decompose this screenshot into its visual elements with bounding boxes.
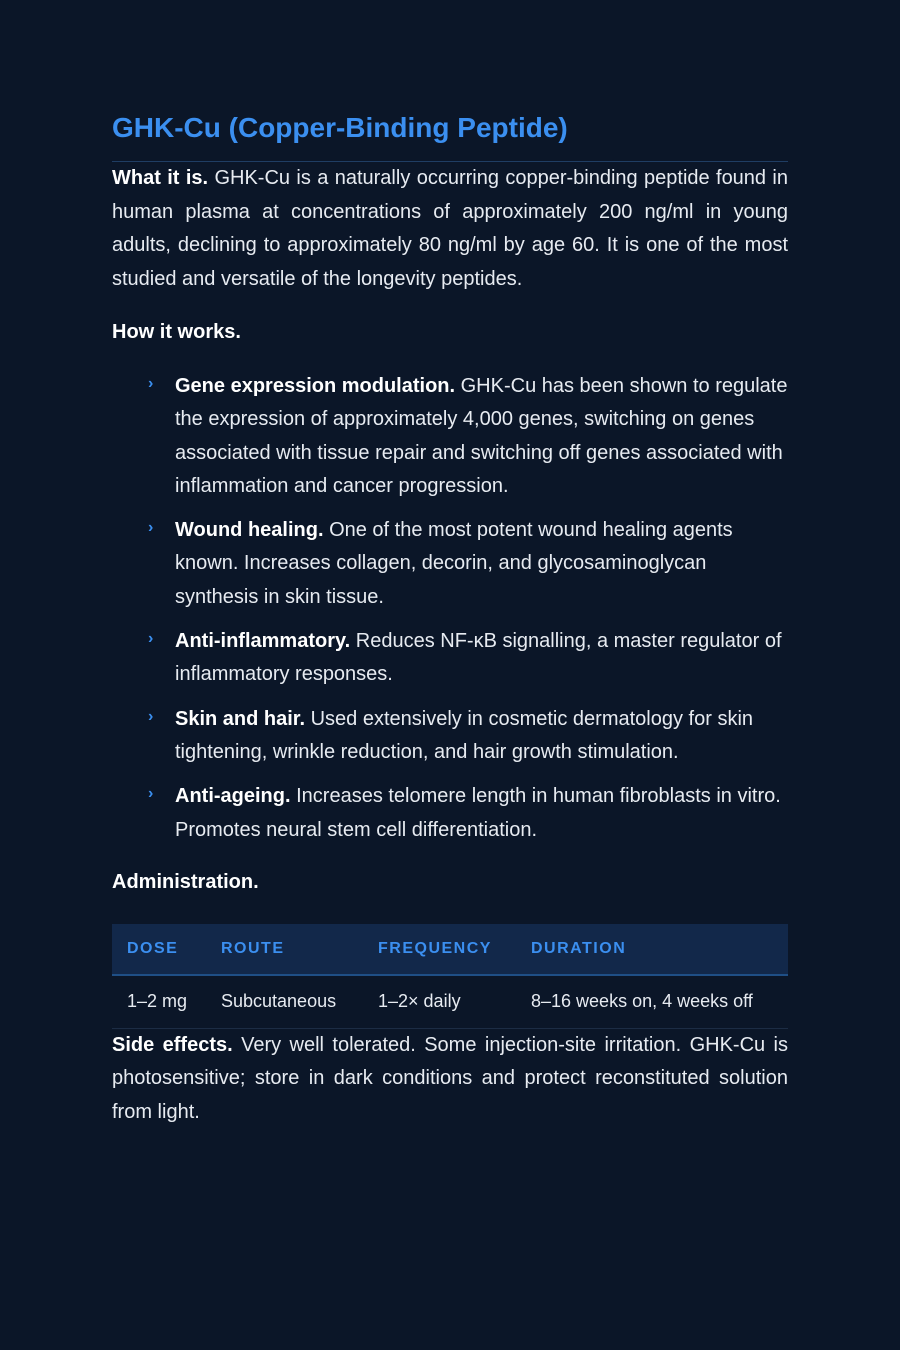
list-item-text: Increases telomere length in human fibroblasts in vitro. Promotes neural stem cell differentiation. bbox=[175, 785, 781, 841]
table-header-row bbox=[112, 924, 788, 975]
side-effects-text: Very well tolerated. Some injection-site irritation. GHK-Cu is photosensitive; store in dark conditions and protect reconstituted solution from light. bbox=[112, 1033, 788, 1123]
chevron-right-icon: › bbox=[148, 375, 154, 392]
column-header-duration: DURATION bbox=[516, 924, 788, 975]
column-header-frequency: FREQUENCY bbox=[363, 924, 516, 975]
list-item-lead: Skin and hair. bbox=[175, 707, 306, 730]
list-item-lead: Anti-inflammatory. bbox=[175, 630, 351, 653]
list-item-text: Reduces NF-κB signalling, a master regulator of inflammatory responses. bbox=[175, 630, 782, 686]
list-item bbox=[112, 780, 788, 847]
side-effects-lead: Side effects. bbox=[112, 1033, 233, 1056]
side-effects-paragraph bbox=[112, 1029, 788, 1130]
list-item-lead: Wound healing. bbox=[175, 519, 324, 542]
column-header-route: ROUTE bbox=[206, 924, 363, 975]
list-item bbox=[112, 514, 788, 614]
table-row bbox=[112, 975, 788, 1029]
intro-lead: What it is. bbox=[112, 167, 209, 189]
chevron-right-icon: › bbox=[148, 519, 154, 537]
cell-route: Subcutaneous bbox=[206, 975, 363, 1029]
mechanism-list bbox=[112, 370, 788, 847]
intro-text: GHK-Cu is a naturally occurring copper-binding peptide found in human plasma at concentrations of approximately 200 ng/ml in young adults, declining to approximately 80 ng/ml by age 60. It is one of the most studied and versatile of the longevity peptides. bbox=[112, 167, 788, 290]
document-page bbox=[112, 108, 788, 1129]
cell-frequency: 1–2× daily bbox=[363, 975, 516, 1029]
list-item bbox=[112, 625, 788, 692]
chevron-right-icon: › bbox=[148, 785, 154, 803]
intro-paragraph bbox=[112, 162, 788, 296]
list-item bbox=[112, 370, 788, 503]
list-item-text: GHK-Cu has been shown to regulate the expression of approximately 4,000 genes, switching on genes associated with tissue repair and switching off genes associated with inflammation and cancer progression. bbox=[175, 375, 788, 497]
chevron-right-icon: › bbox=[148, 707, 154, 725]
list-item-lead: Gene expression modulation. bbox=[175, 375, 456, 397]
cell-dose: 1–2 mg bbox=[112, 975, 206, 1029]
administration-table bbox=[112, 924, 788, 1029]
column-header-dose: DOSE bbox=[112, 924, 206, 975]
cell-duration: 8–16 weeks on, 4 weeks off bbox=[516, 975, 788, 1029]
list-item-lead: Anti-ageing. bbox=[175, 785, 291, 808]
how-it-works-heading: How it works. bbox=[112, 321, 241, 343]
administration-heading: Administration. bbox=[112, 870, 259, 893]
chevron-right-icon: › bbox=[148, 630, 154, 648]
page-title: GHK-Cu (Copper-Binding Peptide) bbox=[112, 108, 788, 162]
list-item-text: One of the most potent wound healing agents known. Increases collagen, decorin, and glycosaminoglycan synthesis in skin tissue. bbox=[175, 519, 733, 608]
list-item-text: Used extensively in cosmetic dermatology for skin tightening, wrinkle reduction, and hair growth stimulation. bbox=[175, 707, 754, 763]
list-item bbox=[112, 703, 788, 770]
